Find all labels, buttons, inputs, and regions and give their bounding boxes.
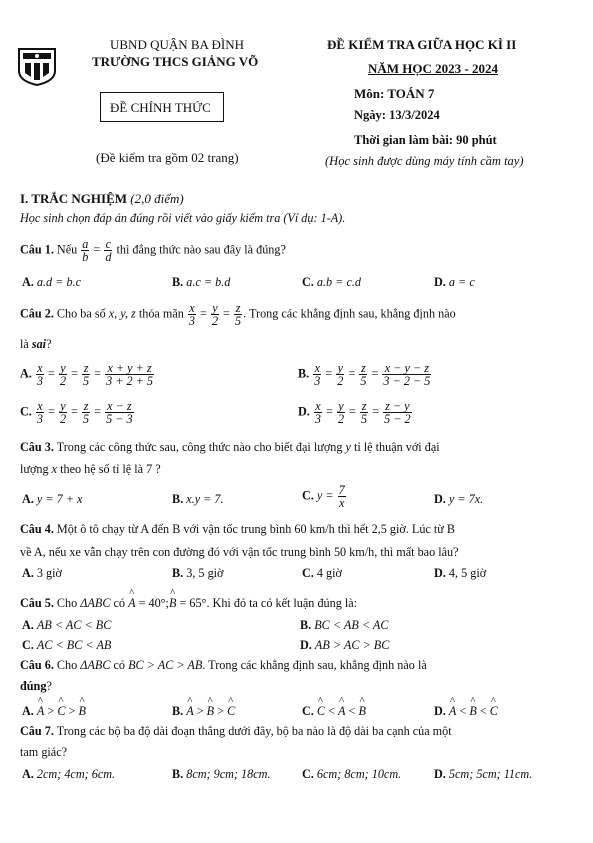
- q6-option-c[interactable]: C. ^ C < ^ A < ^ B: [302, 704, 366, 719]
- q1-option-a[interactable]: A. a.d = b.c: [22, 275, 82, 289]
- question-2-line2: là sai?: [20, 337, 52, 351]
- school-logo-icon: [15, 43, 59, 87]
- q7-option-b[interactable]: B. 8cm; 9cm; 18cm.: [172, 767, 271, 781]
- q3-option-d[interactable]: D. y = 7x.: [434, 492, 484, 506]
- q4-option-c[interactable]: C. 4 giờ: [302, 566, 342, 580]
- q1-option-b[interactable]: B. a.c = b.d: [172, 275, 231, 289]
- q2-option-b[interactable]: B. $\frac{x}{3}$ = $\frac{y}{2}$ = $\frac{z}{5}$ = $\frac{x - y - z}{3 - 2 - 5}$: [298, 361, 431, 388]
- q3-option-c[interactable]: C. y = $\frac{7}{x}$: [302, 483, 345, 510]
- question-5: Câu 5. Cho ΔABC có ^ A = 40°;^ B = 65°. Khi đó ta có kết luận đúng là:: [20, 596, 357, 611]
- q7-option-d[interactable]: D. 5cm; 5cm; 11cm.: [434, 767, 533, 781]
- q1-option-c[interactable]: C. a.b = c.d: [302, 275, 362, 289]
- subject: Môn: TOÁN 7: [354, 86, 435, 101]
- question-4-line2: về A, nếu xe vẫn chạy trên con đường đó với vận tốc trung bình 50 km/h, thì mất bao lâu?: [20, 545, 459, 559]
- question-4: Câu 4. Một ô tô chạy từ A đến B với vận tốc trung bình 60 km/h thì hết 2,5 giờ. Lúc từ B: [20, 522, 456, 536]
- q1-option-d[interactable]: D. a = c: [434, 275, 475, 289]
- question-3: Câu 3. Trong các công thức sau, công thức nào cho biết đại lượng y tỉ lệ thuận với đại: [20, 440, 440, 454]
- q2-option-d[interactable]: D. $\frac{x}{3}$ = $\frac{y}{2}$ = $\frac{z}{5}$ = $\frac{z - y}{5 - 2}$: [298, 399, 411, 426]
- exam-title: ĐỀ KIỂM TRA GIỮA HỌC KÌ II: [327, 37, 517, 52]
- question-6-line2: đúng?: [20, 679, 52, 693]
- q7-option-a[interactable]: A. 2cm; 4cm; 6cm.: [22, 767, 116, 781]
- q5-option-a[interactable]: A. AB < AC < BC: [22, 618, 112, 632]
- q4-option-b[interactable]: B. 3, 5 giờ: [172, 566, 224, 580]
- q5-option-b[interactable]: B. BC < AB < AC: [300, 618, 389, 632]
- school-name: TRƯỜNG THCS GIẢNG VÕ: [92, 54, 259, 69]
- section-instruction: Học sinh chọn đáp án đúng rồi viết vào giấy kiểm tra (Ví dụ: 1-A).: [20, 211, 346, 225]
- official-label: ĐỀ CHÍNH THỨC: [110, 100, 211, 115]
- question-7-line2: tam giác?: [20, 745, 68, 759]
- question-6: Câu 6. Cho ΔABC có BC > AC > AB. Trong các khẳng định sau, khẳng định nào là: [20, 658, 427, 672]
- exam-date: Ngày: 13/3/2024: [354, 108, 440, 122]
- q5-option-c[interactable]: C. AC < BC < AB: [22, 638, 112, 652]
- district-name: UBND QUẬN BA ĐÌNH: [110, 37, 244, 52]
- q4-option-d[interactable]: D. 4, 5 giờ: [434, 566, 487, 580]
- duration: Thời gian làm bài: 90 phút: [354, 133, 497, 147]
- q5-option-d[interactable]: D. AB > AC > BC: [300, 638, 390, 652]
- question-1: Câu 1. Nếu $\frac{a}{b}$ = $\frac{c}{d}$ thì đẳng thức nào sau đây là đúng?: [20, 237, 286, 264]
- section-title: I. TRẮC NGHIỆM (2,0 điểm): [20, 191, 184, 206]
- question-7: Câu 7. Trong các bộ ba độ dài đoạn thẳng dưới đây, bộ ba nào là độ dài ba cạnh của một: [20, 724, 452, 738]
- q6-option-b[interactable]: B. ^ A > ^ B > ^ C: [172, 704, 235, 719]
- pages-note: (Đề kiểm tra gồm 02 trang): [96, 150, 239, 165]
- q6-option-a[interactable]: A. ^ A > ^ C > ^ B: [22, 704, 86, 719]
- question-3-line2: lượng x theo hệ số tỉ lệ là 7 ?: [20, 462, 161, 476]
- q4-option-a[interactable]: A. 3 giờ: [22, 566, 62, 580]
- q7-option-c[interactable]: C. 6cm; 8cm; 10cm.: [302, 767, 402, 781]
- calculator-note: (Học sinh được dùng máy tính cầm tay): [325, 154, 524, 168]
- school-year: NĂM HỌC 2023 - 2024: [368, 61, 498, 76]
- q2-option-a[interactable]: A. $\frac{x}{3}$ = $\frac{y}{2}$ = $\frac{z}{5}$ = $\frac{x + y + z}{3 + 2 + 5}$: [20, 361, 154, 388]
- q3-option-a[interactable]: A. y = 7 + x: [22, 492, 83, 506]
- question-2: Câu 2. Cho ba số x, y, z thỏa mãn $\frac{x}{3}$ = $\frac{y}{2}$ = $\frac{z}{5}$ . Trong các khẳng định sau, khẳng định nào: [20, 301, 456, 328]
- q3-option-b[interactable]: B. x.y = 7.: [172, 492, 224, 506]
- q2-option-c[interactable]: C. $\frac{x}{3}$ = $\frac{y}{2}$ = $\frac{z}{5}$ = $\frac{x - z}{5 - 3}$: [20, 399, 133, 426]
- q6-option-d[interactable]: D. ^ A < ^ B < ^ C: [434, 704, 498, 719]
